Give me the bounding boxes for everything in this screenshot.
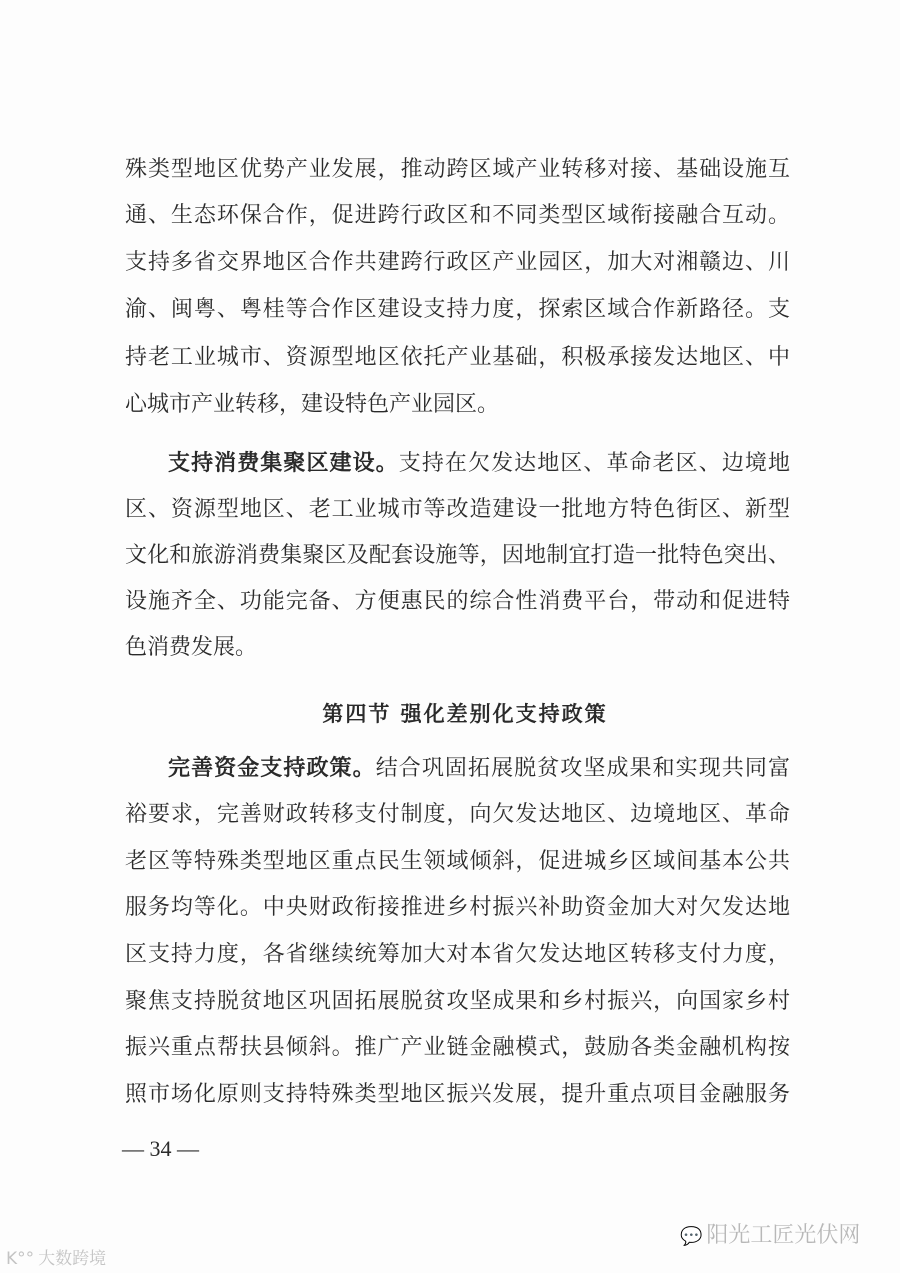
text-line: 照市场化原则支持特殊类型地区振兴发展，提升重点项目金融服务: [125, 1082, 790, 1107]
watermark-text: 阳光工匠光伏网: [706, 1223, 861, 1248]
text-line: 色消费发展。: [125, 635, 258, 660]
text-line: 区支持力度，各省继续统筹加大对本省欠发达地区转移支付力度，: [125, 942, 790, 967]
text-line: 老区等特殊类型地区重点民生领域倾斜，促进城乡区域间基本公共: [125, 849, 790, 874]
section-heading: 第四节 强化差别化支持政策: [322, 701, 608, 726]
text-line: 渝、闽粤、粤桂等合作区建设支持力度，探索区域合作新路径。支: [125, 297, 790, 322]
bottom-left-watermark: [6, 1244, 106, 1269]
text-line: 服务均等化。中央财政衔接推进乡村振兴补助资金加大对欠发达地: [125, 895, 790, 920]
text-line: [168, 449, 790, 478]
text-line: 区、资源型地区、老工业城市等改造建设一批地方特色街区、新型: [125, 497, 790, 522]
text-line: [168, 754, 790, 783]
text-line: 振兴重点帮扶县倾斜。推广产业链金融模式，鼓励各类金融机构按: [125, 1035, 790, 1060]
logo-icon: K°°: [6, 1249, 35, 1269]
text-line: 持老工业城市、资源型地区依托产业基础，积极承接发达地区、中: [125, 345, 790, 370]
text-span: 结合巩固拓展脱贫攻坚成果和实现共同富: [375, 756, 790, 781]
text-line: 设施齐全、功能完备、方便惠民的综合性消费平台，带动和促进特: [125, 589, 790, 614]
text-line: 裕要求，完善财政转移支付制度，向欠发达地区、边境地区、革命: [125, 802, 790, 827]
wechat-watermark: [680, 1218, 860, 1249]
page-number: — 34 —: [122, 1136, 199, 1161]
text-line: 通、生态环保合作，促进跨行政区和不同类型区域衔接融合互动。: [125, 203, 790, 228]
text-line: 文化和旅游消费集聚区及配套设施等，因地制宜打造一批特色突出、: [125, 543, 790, 568]
text-line: 心城市产业转移，建设特色产业园区。: [125, 392, 500, 417]
watermark-text: 大数跨境: [38, 1249, 107, 1269]
text-line: 支持多省交界地区合作共建跨行政区产业园区，加大对湘赣边、川: [125, 250, 790, 275]
text-line: 殊类型地区优势产业发展，推动跨区域产业转移对接、基础设施互: [125, 157, 790, 182]
wechat-icon: 💬: [680, 1226, 703, 1247]
paragraph-lead: 支持消费集聚区建设。: [168, 450, 399, 476]
text-span: 支持在欠发达地区、革命老区、边境地: [398, 451, 790, 476]
paragraph-lead: 完善资金支持政策。: [168, 755, 376, 781]
text-line: 聚焦支持脱贫地区巩固拓展脱贫攻坚成果和乡村振兴，向国家乡村: [125, 989, 790, 1014]
